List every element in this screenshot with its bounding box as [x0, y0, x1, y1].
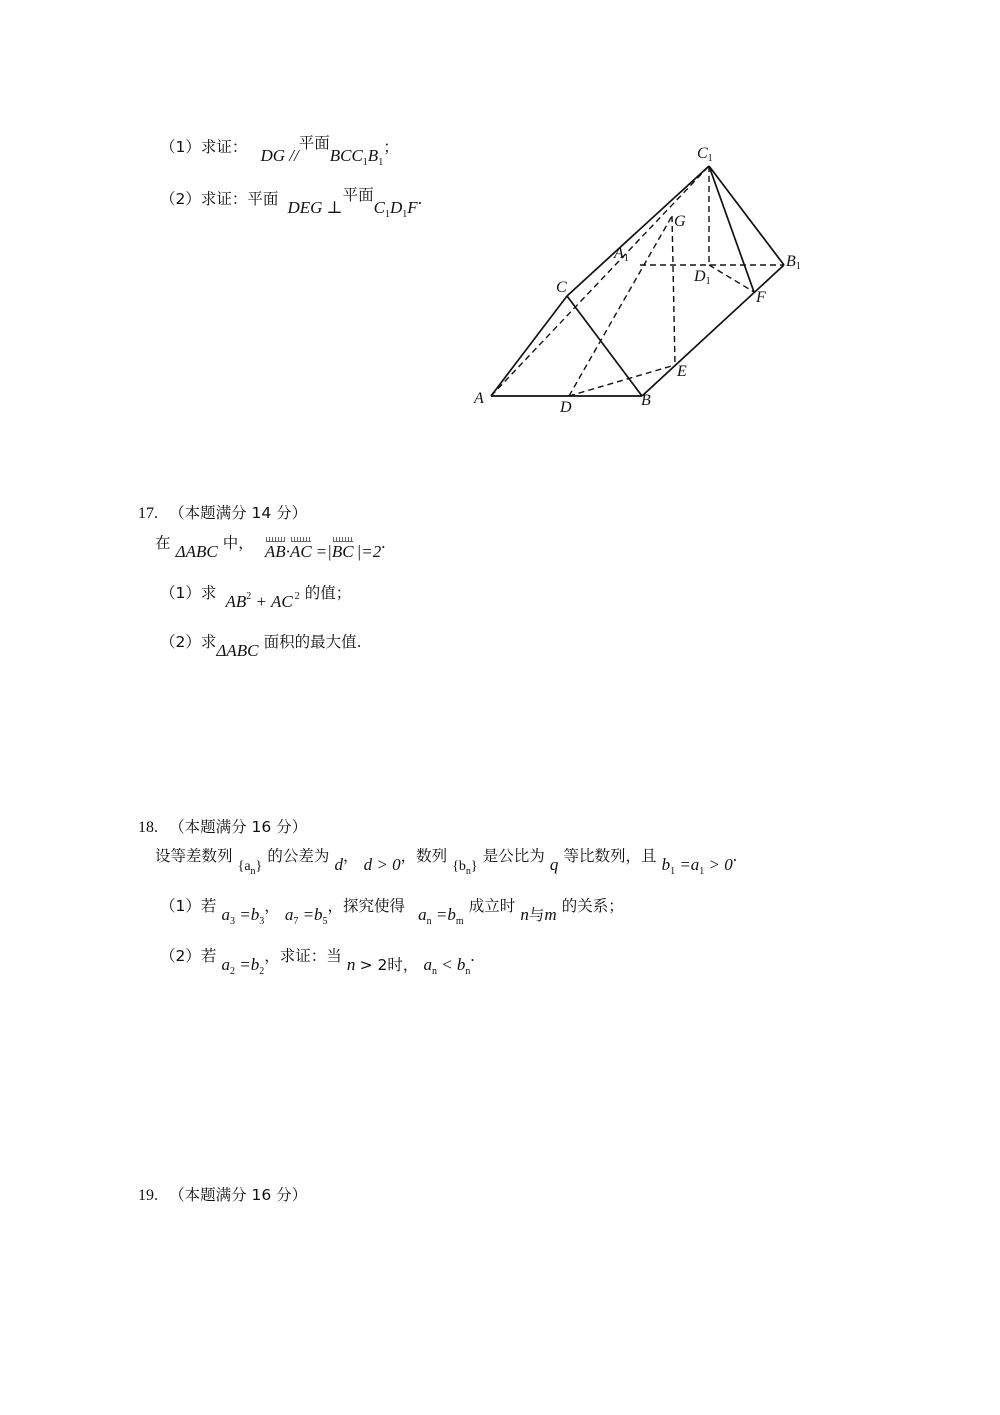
q18-text: 设等差数列 [155, 847, 233, 865]
dot-operator: · [285, 542, 290, 561]
prism-diagram [0, 0, 1000, 450]
eq-a2-b2: $a_2 =b_2$ [221, 955, 265, 977]
q16-sub: 1 [362, 157, 368, 168]
q18-text: 等比数列，且 [563, 847, 657, 865]
q17-header [138, 503, 307, 524]
q16-part2-label: （2）求证：平面 [160, 190, 279, 208]
q16-f: F [407, 198, 418, 217]
q17-triangle: ΔABC [216, 641, 259, 660]
vector-ab: AB [264, 542, 286, 561]
q16-part1-end: ； [383, 138, 399, 156]
vertex-labels [473, 145, 801, 416]
q17-part1-tail: 的值； [304, 584, 352, 602]
label-c1: C1 [697, 145, 713, 164]
q18-text: ，数列 [400, 847, 448, 865]
q18-header [138, 817, 307, 838]
q18-number: 18. [138, 819, 158, 836]
q16-d: D [390, 198, 403, 217]
eq-a7-b5: $a_7 =b_5$ [284, 905, 328, 927]
q16-sub: 1 [402, 209, 408, 220]
q16-part2-expr: DEG ⊥ [287, 198, 343, 217]
n-and-m: n与m [520, 905, 557, 924]
label-a1: A1 [614, 245, 629, 264]
sequence-an: $\{a_n\}$ [237, 859, 263, 877]
superscript-2: 2 [246, 591, 252, 602]
q19-header [138, 1185, 307, 1206]
label-e: E [677, 363, 687, 380]
vector-ac: AC [289, 542, 312, 561]
q17-triangle: ΔABC [175, 542, 218, 561]
equals-abs: =| [315, 542, 332, 561]
label-d1: D1 [694, 268, 711, 287]
q18-stem [155, 846, 738, 877]
q18-part1 [160, 896, 624, 927]
hidden-edges [491, 166, 784, 396]
q16-part2-word: 平面 [342, 186, 374, 204]
var-q: q [549, 855, 559, 874]
q17-part1-label: （1）求 [160, 584, 217, 602]
q16-sub: 1 [378, 157, 384, 168]
q17-points: （本题满分 14 分） [169, 504, 308, 522]
eq-a3-b3: $a_3 =b_3$ [221, 905, 265, 927]
plus-sign: + [255, 592, 267, 611]
q17-stem [155, 533, 386, 561]
label-d: D [560, 399, 572, 416]
q18-points: （本题满分 16 分） [169, 818, 308, 836]
superscript-2: 2 [294, 591, 300, 602]
ineq-an-bn: $a_n < b_n$ [423, 955, 471, 977]
label-b1: B1 [786, 253, 801, 272]
comma: ， [264, 897, 280, 915]
q18-text: 是公比为 [482, 847, 545, 865]
q18-text: 的关系； [561, 897, 624, 915]
q16-part1-expr: DG // [260, 146, 299, 165]
q18-part2-label: （2）若 [160, 947, 217, 965]
q17-stem-end: . [381, 533, 386, 552]
solid-edges [491, 166, 784, 396]
q16-sub: 1 [385, 209, 391, 220]
q17-text-zhong: 中， [222, 534, 254, 552]
q16-part2-end: . [417, 189, 422, 208]
q16-c: C [373, 198, 386, 217]
q19-number: 19. [138, 1187, 158, 1204]
label-f: F [756, 289, 766, 306]
label-g: G [674, 213, 686, 230]
sequence-bn: $\{b_n\}$ [452, 859, 478, 877]
q17-part2-tail: 面积的最大值. [263, 633, 362, 651]
q17-number: 17. [138, 505, 158, 522]
label-b: B [641, 392, 651, 409]
q16-plane-b: B [367, 146, 379, 165]
q17-part2-label: （2）求 [160, 633, 217, 651]
label-c: C [556, 279, 567, 296]
condition-n-gt-2: n > 2时， [346, 955, 419, 974]
term-ac: AC [270, 592, 293, 611]
eq-an-bm: $a_n =b_m$ [418, 905, 464, 927]
q17-part2 [160, 632, 362, 660]
q18-text: ，探究使得 [327, 897, 406, 915]
q18-text: 成立时 [468, 897, 516, 915]
q16-part1-label: （1）求证： [160, 138, 248, 156]
q17-text-zai: 在 [155, 534, 171, 552]
q18-part2-end: . [470, 946, 475, 965]
condition-d-positive: d > 0 [363, 855, 401, 874]
q18-text: 的公差为 [267, 847, 330, 865]
q18-stem-end: . [732, 846, 738, 865]
abs-equals-2: |=2 [356, 542, 382, 561]
comma: ， [342, 847, 359, 865]
condition-b1-a1: $b_1 =a_1 > 0$ [661, 855, 733, 877]
q18-text: ，求证：当 [264, 947, 342, 965]
q18-part2 [160, 946, 475, 977]
q16-part1-word: 平面 [298, 134, 330, 152]
term-ab: AB [225, 592, 247, 611]
q19-points: （本题满分 16 分） [169, 1186, 308, 1204]
q18-part1-label: （1）若 [160, 897, 217, 915]
q17-part1 [160, 583, 352, 611]
var-d: d [334, 855, 343, 874]
q16-plane-bcc: BCC [329, 146, 363, 165]
vector-bc: BC [331, 542, 354, 561]
label-a: A [474, 390, 484, 407]
